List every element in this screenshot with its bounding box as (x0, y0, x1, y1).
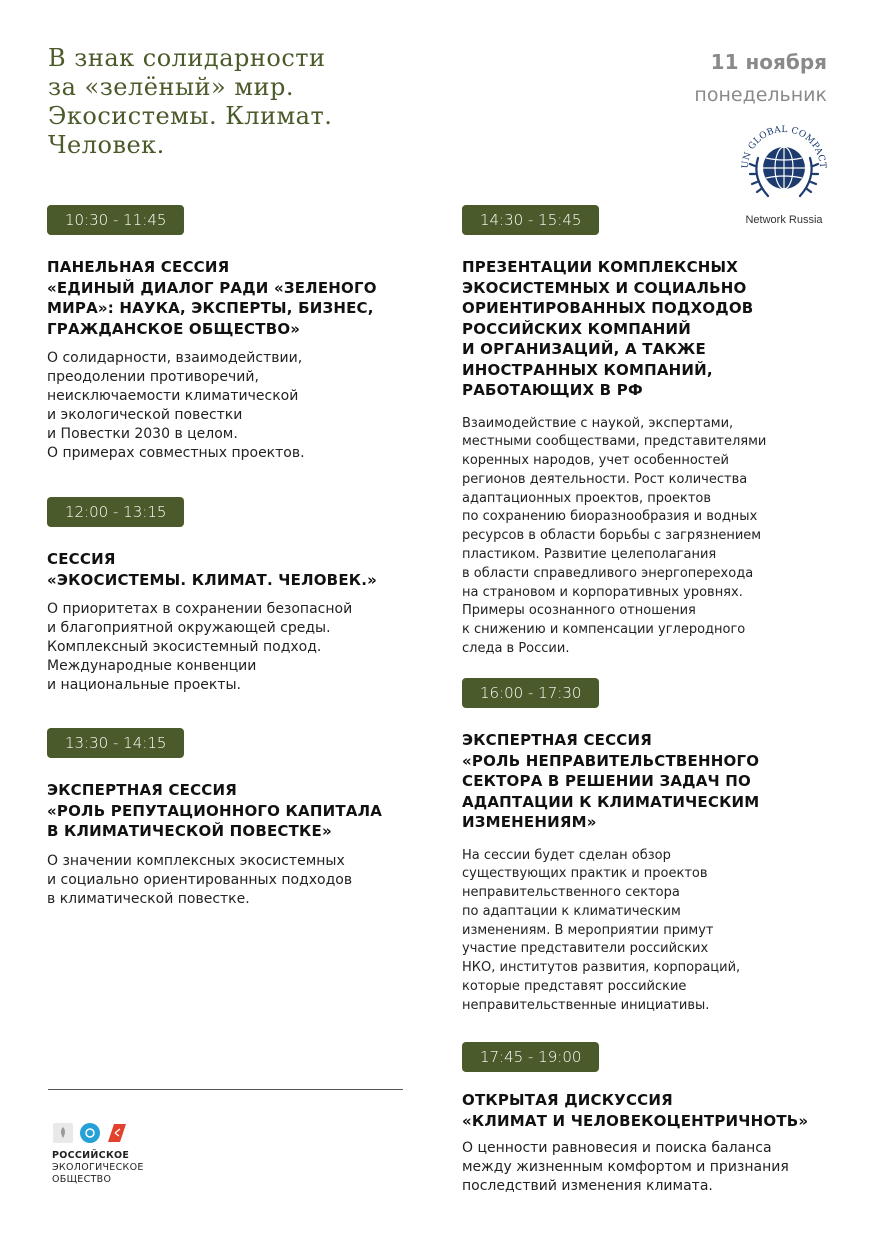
org-line: РОССИЙСКОЕ (52, 1150, 130, 1161)
heading-line: «РОЛЬ НЕПРАВИТЕЛЬСТВЕННОГО (462, 751, 760, 770)
heading-line: «ЭКОСИСТЕМЫ. КЛИМАТ. ЧЕЛОВЕК.» (47, 570, 378, 589)
session-block (462, 205, 832, 659)
heading-line: СЕКТОРА В РЕШЕНИИ ЗАДАЧ ПО (462, 772, 751, 790)
session-time-badge: 14:30 - 15:45 (462, 205, 599, 235)
session-block (47, 497, 417, 695)
heading-line: «ЕДИНЫЙ ДИАЛОГ РАДИ «ЗЕЛЕНОГО (47, 278, 377, 297)
session-time-badge: 10:30 - 11:45 (47, 205, 184, 235)
heading-line: ЭКСПЕРТНАЯ СЕССИЯ (47, 781, 238, 799)
heading-line: ИЗМЕНЕНИЯМ» (462, 813, 597, 831)
session-description (462, 415, 832, 659)
session-heading (47, 780, 417, 842)
desc-line: следа в России. (462, 641, 570, 657)
title-line: Экосистемы. Климат. (48, 102, 333, 130)
heading-line: В КЛИМАТИЧЕСКОЙ ПОВЕСТКЕ» (47, 822, 332, 840)
desc-line: на страновом и корпоративных уровнях. (462, 584, 743, 600)
desc-line: участие представители российских (462, 941, 709, 957)
desc-line: ресурсов в области борьбы с загрязнением (462, 528, 762, 544)
desc-line: О значении комплексных экосистемных (47, 852, 345, 869)
desc-line: которые представят российские (462, 979, 687, 995)
heading-line: И ОРГАНИЗАЦИЙ, А ТАКЖЕ (462, 340, 706, 358)
session-description (462, 1139, 832, 1196)
desc-line: адаптационных проектов, проектов (462, 490, 712, 506)
desc-line: преодолении противоречий, (47, 369, 259, 385)
heading-line: РОССИЙСКИХ КОМПАНИЙ (462, 319, 692, 338)
desc-line: регионов деятельности. Рост количества (462, 471, 748, 487)
org-line: ОБЩЕСТВО (52, 1174, 112, 1185)
session-block (462, 678, 832, 1016)
desc-line: неисключаемости климатической (47, 388, 299, 404)
heading-line: ЭКСПЕРТНАЯ СЕССИЯ (462, 731, 653, 749)
page-title (48, 44, 332, 160)
session-heading (462, 257, 832, 401)
desc-line: пластиком. Развитие целеполагания (462, 547, 717, 563)
desc-line: между жизненным комфортом и признания (462, 1159, 789, 1175)
desc-line: коренных народов, учет особенностей (462, 453, 729, 469)
heading-line: ПРЕЗЕНТАЦИИ КОМПЛЕКСНЫХ (462, 258, 739, 276)
heading-line: «РОЛЬ РЕПУТАЦИОННОГО КАПИТАЛА (47, 801, 383, 820)
date-day: 11 ноября (710, 50, 827, 74)
logo-ring-text: UN GLOBAL COMPACT (740, 124, 828, 169)
heading-line: «КЛИМАТ И ЧЕЛОВЕКОЦЕНТРИЧНОТЬ» (462, 1111, 809, 1130)
event-date (694, 50, 827, 108)
session-description (47, 600, 417, 695)
heading-line: РАБОТАЮЩИХ В РФ (462, 381, 643, 399)
heading-line: МИРА»: НАУКА, ЭКСПЕРТЫ, БИЗНЕС, (47, 299, 374, 317)
reo-logo (52, 1122, 144, 1186)
red-bird-icon (104, 1122, 128, 1144)
logo-caption: Network Russia (745, 214, 823, 226)
session-time-badge: 17:45 - 19:00 (462, 1042, 599, 1072)
session-block (47, 728, 417, 909)
desc-line: неправительственного сектора (462, 885, 680, 901)
desc-line: Взаимодействие с наукой, экспертами, (462, 415, 734, 431)
date-weekday: понедельник (694, 84, 827, 106)
heading-line: АДАПТАЦИИ К КЛИМАТИЧЕСКИМ (462, 792, 760, 811)
title-line: за «зелёный» мир. (48, 73, 295, 101)
desc-line: и социально ориентированных подходов (47, 871, 353, 888)
desc-line: в климатической повестке. (47, 890, 250, 907)
heading-line: ЭКОСИСТЕМНЫХ И СОЦИАЛЬНО (462, 278, 747, 297)
heading-line: ПАНЕЛЬНАЯ СЕССИЯ (47, 258, 230, 276)
session-heading (47, 257, 417, 339)
un-globe-icon (738, 118, 830, 208)
reo-logo-icons (52, 1122, 144, 1144)
desc-line: Международные конвенции (47, 658, 257, 674)
desc-line: существующих практик и проектов (462, 866, 708, 882)
reo-org-name (52, 1150, 144, 1186)
desc-line: Примеры осознанного отношения (462, 603, 696, 619)
session-description (47, 349, 417, 463)
session-time-badge: 12:00 - 13:15 (47, 497, 184, 527)
session-description (462, 847, 832, 1016)
session-block (462, 1042, 832, 1196)
desc-line: к снижению и компенсации углеродного (462, 622, 746, 638)
session-block (47, 205, 417, 463)
desc-line: О приоритетах в сохранении безопасной (47, 601, 353, 617)
desc-line: изменениям. В мероприятии примут (462, 922, 714, 938)
session-description (47, 852, 417, 909)
leaf-square-icon (52, 1122, 76, 1144)
desc-line: и Повестки 2030 в целом. (47, 426, 238, 442)
session-time-badge: 16:00 - 17:30 (462, 678, 599, 708)
desc-line: по адаптации к климатическим (462, 903, 681, 919)
desc-line: На сессии будет сделан обзор (462, 847, 671, 863)
desc-line: в области справедливого энергоперехода (462, 565, 754, 581)
heading-line: ИНОСТРАННЫХ КОМПАНИЙ, (462, 360, 713, 379)
desc-line: НКО, институтов развития, корпораций, (462, 960, 741, 976)
desc-line: последствий изменения климата. (462, 1178, 713, 1194)
heading-line: СЕССИЯ (47, 550, 116, 568)
heading-line: ОРИЕНТИРОВАННЫХ ПОДХОДОВ (462, 299, 754, 317)
heading-line: ОТКРЫТАЯ ДИСКУССИЯ (462, 1091, 673, 1109)
heading-line: ГРАЖДАНСКОЕ ОБЩЕСТВО» (47, 319, 301, 338)
session-heading (462, 730, 832, 833)
desc-line: и благоприятной окружающей среды. (47, 620, 331, 636)
session-time-badge: 13:30 - 14:15 (47, 728, 184, 758)
desc-line: О примерах совместных проектов. (47, 445, 305, 461)
title-line: В знак солидарности (48, 44, 326, 72)
desc-line: и национальные проекты. (47, 677, 242, 693)
session-heading (47, 549, 417, 590)
desc-line: неправительственные инициативы. (462, 997, 710, 1013)
desc-line: и экологической повестки (47, 407, 243, 423)
footer-divider (48, 1089, 403, 1090)
desc-line: Комплексный экосистемный подход. (47, 639, 322, 655)
desc-line: О ценности равновесия и поиска баланса (462, 1140, 772, 1156)
session-heading (462, 1090, 832, 1131)
desc-line: по сохранению биоразнообразия и водных (462, 509, 758, 525)
desc-line: О солидарности, взаимодействии, (47, 350, 303, 366)
water-drop-icon (78, 1122, 102, 1144)
title-line: Человек. (48, 131, 165, 159)
org-line: ЭКОЛОГИЧЕСКОЕ (52, 1162, 144, 1173)
desc-line: местными сообществами, представителями (462, 434, 767, 450)
